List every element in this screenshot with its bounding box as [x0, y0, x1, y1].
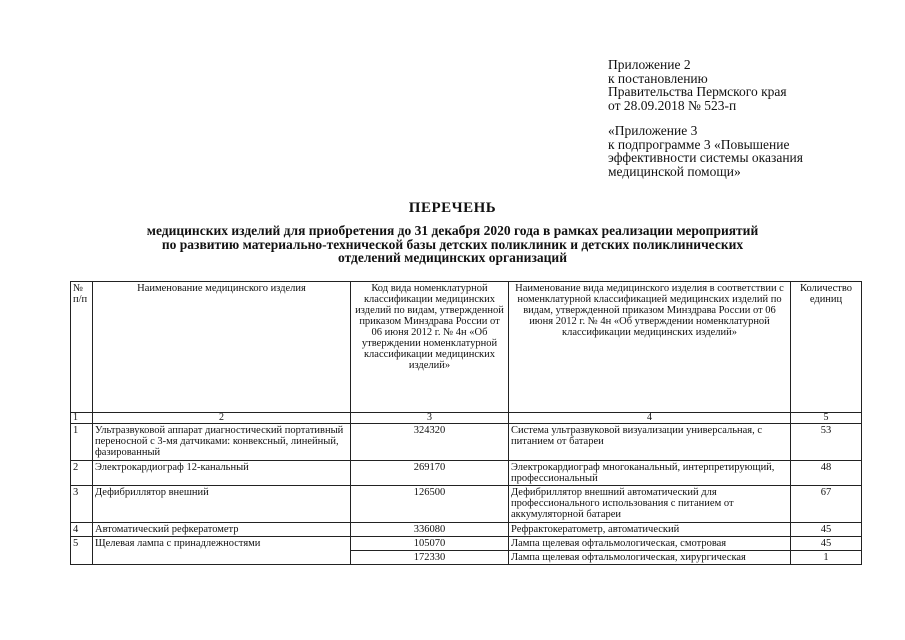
subtitle-line: медицинских изделий для приобретения до 31 декабря 2020 года в рамках реализации мероприятий	[146, 223, 759, 238]
column-number: 5	[791, 413, 862, 424]
column-number: 4	[509, 413, 791, 424]
row-kind: Лампа щелевая офтальмологическая, хирургическая	[509, 551, 791, 565]
appendix-line: «Приложение 3	[608, 123, 698, 138]
table-row	[71, 461, 862, 486]
table-row	[71, 523, 862, 537]
row-num: 3	[71, 486, 93, 523]
row-num: 4	[71, 523, 93, 537]
header-name: Наименование медицинского изделия	[93, 282, 351, 413]
header-qty: Количество единиц	[791, 282, 862, 413]
table-row	[71, 424, 862, 461]
document-title: ПЕРЕЧЕНЬ	[408, 200, 497, 216]
row-num: 2	[71, 461, 93, 486]
row-code: 336080	[351, 523, 509, 537]
appendix-line: к постановлению	[608, 70, 708, 86]
row-qty: 45	[791, 523, 862, 537]
table-row	[71, 537, 862, 551]
row-qty: 1	[791, 551, 862, 565]
column-number: 2	[93, 413, 351, 424]
row-kind: Рефрактокератометр, автоматический	[509, 523, 791, 537]
appendix-line: Приложение 2	[608, 57, 691, 72]
row-kind: Лампа щелевая офтальмологическая, смотровая	[509, 537, 791, 551]
row-name: Электрокардиограф 12-канальный	[93, 461, 351, 486]
subprogram-appendix-reference	[608, 124, 803, 178]
table-header-row	[71, 282, 862, 413]
appendix-line: эффективности системы оказания	[608, 150, 803, 165]
row-num: 5	[71, 537, 93, 565]
row-name: Дефибриллятор внешний	[93, 486, 351, 523]
column-number: 3	[351, 413, 509, 424]
row-kind: Система ультразвуковой визуализации универсальная, с питанием от батареи	[509, 424, 791, 461]
appendix-line: Правительства Пермского края	[608, 84, 787, 99]
header-code: Код вида номенклатурной классификации медицинских изделий по видам, утвержденной приказом Минздрава России от 06 июня 2012 г. № 4н «Об утверждении номенклатурной классификации медицинских изделий»	[351, 282, 509, 413]
appendix-line: к подпрограмме 3 «Повышение	[608, 136, 790, 152]
row-name: Ультразвуковой аппарат диагностический портативный переносной с 3-мя датчиками: конвексный, линейный, фазированный	[93, 424, 351, 461]
row-qty: 53	[791, 424, 862, 461]
appendix-line: медицинской помощи»	[608, 163, 741, 179]
row-qty: 67	[791, 486, 862, 523]
appendix-line: от 28.09.2018 № 523-п	[608, 97, 737, 113]
row-qty: 48	[791, 461, 862, 486]
row-code: 269170	[351, 461, 509, 486]
row-code: 105070	[351, 537, 509, 551]
row-name: Щелевая лампа с принадлежностями	[93, 537, 351, 565]
subtitle-line: отделений медицинских организаций	[338, 250, 567, 265]
column-number-row	[71, 413, 862, 424]
header-kind: Наименование вида медицинского изделия в соответствии с номенклатурной классификацией медицинских изделий по видам, утвержденной приказом Минздрава России от 06 июня 2012 г. № 4н «Об утверждении номенклатурной классификации медицинских изделий»	[509, 282, 791, 413]
row-num: 1	[71, 424, 93, 461]
row-code: 172330	[351, 551, 509, 565]
appendix-reference	[608, 58, 787, 112]
row-kind: Электрокардиограф многоканальный, интерпретирующий, профессиональный	[509, 461, 791, 486]
medical-devices-table	[70, 281, 862, 565]
subtitle-line: по развитию материально-технической базы детских поликлиник и детских поликлинических	[161, 236, 744, 252]
row-qty: 45	[791, 537, 862, 551]
table-row	[71, 486, 862, 523]
row-code: 126500	[351, 486, 509, 523]
document-subtitle	[0, 224, 905, 265]
row-code: 324320	[351, 424, 509, 461]
row-name: Автоматический рефкератометр	[93, 523, 351, 537]
header-num: № п/п	[71, 282, 93, 413]
row-kind: Дефибриллятор внешний автоматический для профессионального использования с питанием от аккумуляторной батареи	[509, 486, 791, 523]
column-number: 1	[71, 413, 93, 424]
